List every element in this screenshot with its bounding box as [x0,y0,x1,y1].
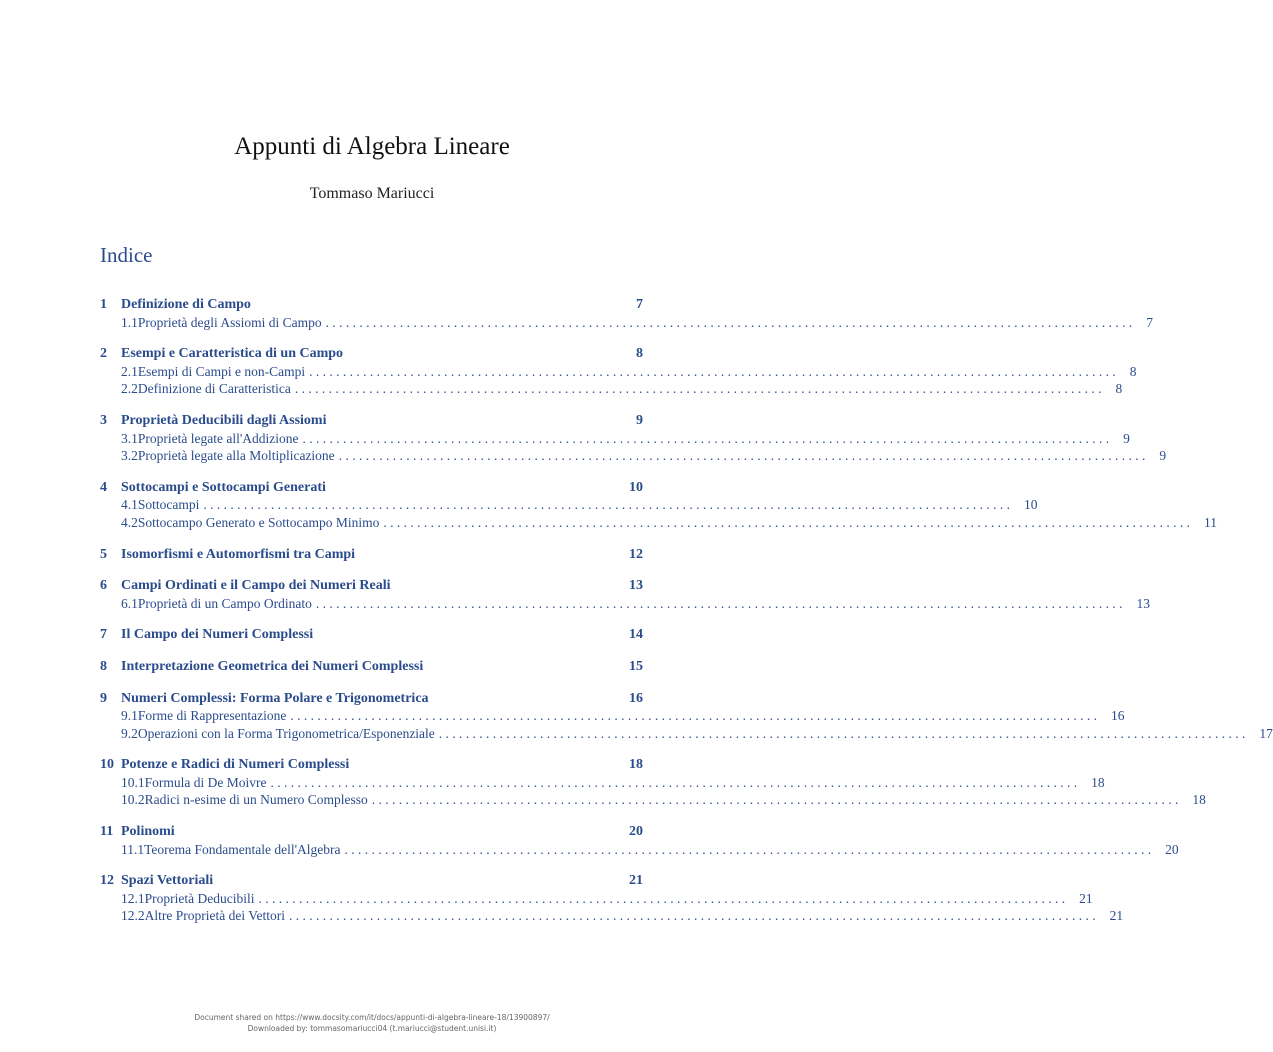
toc-section-entry[interactable] [100,345,643,363]
subsection-title[interactable]: Proprietà degli Assiomi di Campo [137,314,322,330]
toc-subsection-entry[interactable] [100,707,1125,725]
subsection-number: 4.1 [121,497,138,513]
document-author: Tommaso Mariucci [309,185,435,202]
section-title[interactable]: Potenze e Radici di Numeri Complessi [121,757,350,773]
section-number: 5 [100,546,107,562]
subsection-number: 2.2 [121,381,138,397]
subsection-title[interactable]: Forme di Rappresentazione [137,708,287,724]
section-page: 18 [629,757,643,773]
toc-section-entry[interactable] [100,658,643,676]
subsection-page: 17 [1259,725,1273,741]
toc-subsection-entry[interactable] [100,447,1167,465]
footer [0,1012,744,1034]
subsection-number: 6.1 [121,595,138,611]
toc-section-group [100,296,1153,331]
section-number: 10 [100,757,114,773]
toc-section-entry[interactable] [100,479,643,497]
dot-leader: . . . . . . . . . . . . . . . . . . . . . . . . . . . . . . . . . . . . . . . . . . . . . . . . . . . . . . . . . . . . . . . . . . . . . . . . . . . . . . . . . . . . . . . . . . . . . . . . . . . . . . . . . . . . . . . . . . . . . . . . [344,841,1152,857]
dot-leader: . . . . . . . . . . . . . . . . . . . . . . . . . . . . . . . . . . . . . . . . . . . . . . . . . . . . . . . . . . . . . . . . . . . . . . . . . . . . . . . . . . . . . . . . . . . . . . . . . . . . . . . . . . . . . . . . . . . . . . . . [338,448,1146,464]
dot-leader: . . . . . . . . . . . . . . . . . . . . . . . . . . . . . . . . . . . . . . . . . . . . . . . . . . . . . . . . . . . . . . . . . . . . . . . . . . . . . . . . . . . . . . . . . . . . . . . . . . . . . . . . . . . . . . . . . . . . . . . . [325,314,1133,330]
toc-subsection-entry[interactable] [100,907,1124,925]
toc-subsection-entry[interactable] [100,430,1130,448]
subsection-page: 20 [1165,841,1179,857]
toc-section-entry[interactable] [100,577,643,595]
subsection-page: 21 [1109,908,1124,924]
subsection-title[interactable]: Formula di De Moivre [144,774,267,790]
subsection-page: 10 [1024,497,1038,513]
subsection-page: 21 [1079,890,1093,906]
subsection-page: 8 [1129,363,1137,379]
section-page: 13 [629,578,643,594]
section-title[interactable]: Spazi Vettoriali [121,873,214,889]
section-title[interactable]: Isomorfismi e Automorfismi tra Campi [121,546,356,562]
section-number: 3 [100,412,107,428]
subsection-number: 12.1 [121,890,145,906]
toc-section-group [100,823,1179,858]
subsection-page: 16 [1110,708,1125,724]
subsection-page: 7 [1146,314,1153,330]
dot-leader: . . . . . . . . . . . . . . . . . . . . . . . . . . . . . . . . . . . . . . . . . . . . . . . . . . . . . . . . . . . . . . . . . . . . . . . . . . . . . . . . . . . . . . . . . . . . . . . . . . . . . . . . . . . . . . . . . . . . . . . . [203,497,1010,513]
toc-subsection-entry[interactable] [100,890,1093,908]
document-title: Appunti di Algebra Lineare [234,133,510,160]
toc-section-group [100,345,1137,398]
subsection-number: 3.2 [121,448,138,464]
subsection-title[interactable]: Proprietà di un Campo Ordinato [137,595,312,611]
dot-leader: . . . . . . . . . . . . . . . . . . . . . . . . . . . . . . . . . . . . . . . . . . . . . . . . . . . . . . . . . . . . . . . . . . . . . . . . . . . . . . . . . . . . . . . . . . . . . . . . . . . . . . . . . . . . . . . . . . . . . . . . [290,708,1097,724]
section-title[interactable]: Polinomi [121,824,175,840]
subsection-page: 18 [1091,774,1105,790]
toc-subsection-entry[interactable] [100,380,1123,398]
dot-leader: . . . . . . . . . . . . . . . . . . . . . . . . . . . . . . . . . . . . . . . . . . . . . . . . . . . . . . . . . . . . . . . . . . . . . . . . . . . . . . . . . . . . . . . . . . . . . . . . . . . . . . . . . . . . . . . . . . . . . . . . [258,890,1066,906]
table-of-contents [100,296,1273,939]
section-number: 6 [100,578,107,594]
section-number: 9 [100,690,107,706]
dot-leader: . . . . . . . . . . . . . . . . . . . . . . . . . . . . . . . . . . . . . . . . . . . . . . . . . . . . . . . . . . . . . . . . . . . . . . . . . . . . . . . . . . . . . . . . . . . . . . . . . . . . . . . . . . . . . . . . . . . . . . . . [294,381,1102,397]
toc-section-group [100,577,1150,612]
section-page: 7 [636,297,643,312]
dot-leader: . . . . . . . . . . . . . . . . . . . . . . . . . . . . . . . . . . . . . . . . . . . . . . . . . . . . . . . . . . . . . . . . . . . . . . . . . . . . . . . . . . . . . . . . . . . . . . . . . . . . . . . . . . . . . . . . . . . . . . . . [371,792,1179,808]
toc-section-group [100,412,1167,465]
subsection-title[interactable]: Sottocampi [137,497,200,513]
toc-subsection-entry[interactable] [100,363,1137,381]
subsection-number: 3.1 [121,430,138,446]
toc-subsection-entry[interactable] [100,514,1217,532]
toc-subsection-entry[interactable] [100,841,1179,859]
toc-section-entry[interactable] [100,626,643,644]
toc-section-group [100,658,643,676]
section-title[interactable]: Il Campo dei Numeri Complessi [121,627,314,643]
toc-section-entry[interactable] [100,690,643,708]
subsection-number: 12.2 [121,908,145,924]
toc-subsection-entry[interactable] [100,496,1038,514]
toc-subsection-entry[interactable] [100,314,1153,332]
section-title[interactable]: Interpretazione Geometrica dei Numeri Complessi [121,658,424,674]
toc-section-entry[interactable] [100,412,643,430]
subsection-title[interactable]: Altre Proprietà dei Vettori [144,908,285,924]
section-page: 16 [629,690,643,706]
dot-leader: . . . . . . . . . . . . . . . . . . . . . . . . . . . . . . . . . . . . . . . . . . . . . . . . . . . . . . . . . . . . . . . . . . . . . . . . . . . . . . . . . . . . . . . . . . . . . . . . . . . . . . . . . . . . . . . . . . . . . . . . [438,725,1246,741]
dot-leader: . . . . . . . . . . . . . . . . . . . . . . . . . . . . . . . . . . . . . . . . . . . . . . . . . . . . . . . . . . . . . . . . . . . . . . . . . . . . . . . . . . . . . . . . . . . . . . . . . . . . . . . . . . . . . . . . . . . . . . . . [315,595,1123,611]
section-number: 4 [100,479,107,495]
subsection-number: 11.1 [121,841,145,857]
subsection-page: 13 [1136,595,1150,611]
section-number: 12 [100,873,114,889]
subsection-page: 18 [1192,792,1206,808]
toc-subsection-entry[interactable] [100,725,1273,743]
toc-section-group [100,872,1124,925]
section-title[interactable]: Definizione di Campo [121,297,251,312]
section-page: 20 [629,824,643,840]
section-number: 1 [100,297,107,312]
section-title[interactable]: Proprietà Deducibili dagli Assiomi [121,412,327,428]
subsection-number: 2.1 [121,363,138,379]
subsection-title[interactable]: Proprietà legate all'Addizione [137,430,299,446]
toc-section-group [100,479,1217,532]
toc-section-entry[interactable] [100,872,643,890]
toc-section-group [100,690,1273,743]
subsection-title[interactable]: Proprietà Deducibili [144,890,255,906]
toc-heading: Indice [100,243,153,267]
subsection-number: 10.1 [121,774,145,790]
toc-subsection-entry[interactable] [100,791,1206,809]
section-page: 21 [629,873,643,889]
dot-leader: . . . . . . . . . . . . . . . . . . . . . . . . . . . . . . . . . . . . . . . . . . . . . . . . . . . . . . . . . . . . . . . . . . . . . . . . . . . . . . . . . . . . . . . . . . . . . . . . . . . . . . . . . . . . . . . . . . . . . . . . [383,514,1190,530]
section-page: 8 [636,346,643,362]
subsection-page: 9 [1159,448,1167,464]
toc-subsection-entry[interactable] [100,595,1150,613]
subsection-number: 1.1 [121,314,138,330]
section-page: 12 [629,546,643,562]
section-title[interactable]: Esempi e Caratteristica di un Campo [121,346,344,362]
subsection-title[interactable]: Operazioni con la Forma Trigonometrica/Esponenziale [137,725,435,741]
toc-section-group [100,546,643,564]
subsection-page: 11 [1203,514,1217,530]
section-page: 10 [629,479,643,495]
section-number: 2 [100,346,107,362]
subsection-title[interactable]: Teorema Fondamentale dell'Algebra [144,841,341,857]
subsection-number: 4.2 [121,514,138,530]
toc-section-entry[interactable] [100,296,643,314]
toc-section-group [100,756,1206,809]
toc-subsection-entry[interactable] [100,774,1105,792]
footer-shared-link[interactable]: Document shared on https://www.docsity.com/it/docs/appunti-di-algebra-lineare-18/13900897/ [194,1013,550,1022]
subsection-number: 10.2 [121,792,145,808]
section-number: 11 [100,824,114,840]
subsection-title[interactable]: Definizione di Caratteristica [137,381,291,397]
section-title[interactable]: Numeri Complessi: Forma Polare e Trigonometrica [121,690,429,706]
dot-leader: . . . . . . . . . . . . . . . . . . . . . . . . . . . . . . . . . . . . . . . . . . . . . . . . . . . . . . . . . . . . . . . . . . . . . . . . . . . . . . . . . . . . . . . . . . . . . . . . . . . . . . . . . . . . . . . . . . . . . . . . [270,774,1078,790]
toc-section-entry[interactable] [100,823,643,841]
subsection-page: 8 [1115,381,1123,397]
subsection-title[interactable]: Radici n-esime di un Numero Complesso [144,792,368,808]
dot-leader: . . . . . . . . . . . . . . . . . . . . . . . . . . . . . . . . . . . . . . . . . . . . . . . . . . . . . . . . . . . . . . . . . . . . . . . . . . . . . . . . . . . . . . . . . . . . . . . . . . . . . . . . . . . . . . . . . . . . . . . . [288,908,1096,924]
subsection-title[interactable]: Sottocampo Generato e Sottocampo Minimo [137,514,380,530]
subsection-title[interactable]: Proprietà legate alla Moltiplicazione [137,448,335,464]
section-number: 8 [100,658,107,674]
section-number: 7 [100,627,107,643]
section-page: 15 [629,658,643,674]
subsection-title[interactable]: Esempi di Campi e non-Campi [137,363,306,379]
dot-leader: . . . . . . . . . . . . . . . . . . . . . . . . . . . . . . . . . . . . . . . . . . . . . . . . . . . . . . . . . . . . . . . . . . . . . . . . . . . . . . . . . . . . . . . . . . . . . . . . . . . . . . . . . . . . . . . . . . . . . . . . [302,430,1110,446]
footer-downloaded-by: Downloaded by: tommasomariucci04 (t.mariucci@student.unisi.it) [247,1024,497,1033]
dot-leader: . . . . . . . . . . . . . . . . . . . . . . . . . . . . . . . . . . . . . . . . . . . . . . . . . . . . . . . . . . . . . . . . . . . . . . . . . . . . . . . . . . . . . . . . . . . . . . . . . . . . . . . . . . . . . . . . . . . . . . . . [309,363,1116,379]
section-page: 9 [636,412,643,428]
subsection-page: 9 [1123,430,1130,446]
section-page: 14 [629,627,643,643]
toc-section-group [100,626,643,644]
toc-section-entry[interactable] [100,546,643,564]
section-title[interactable]: Sottocampi e Sottocampi Generati [121,479,326,495]
toc-section-entry[interactable] [100,756,643,774]
section-title[interactable]: Campi Ordinati e il Campo dei Numeri Reali [121,578,391,594]
subsection-number: 9.1 [121,708,138,724]
subsection-number: 9.2 [121,725,138,741]
